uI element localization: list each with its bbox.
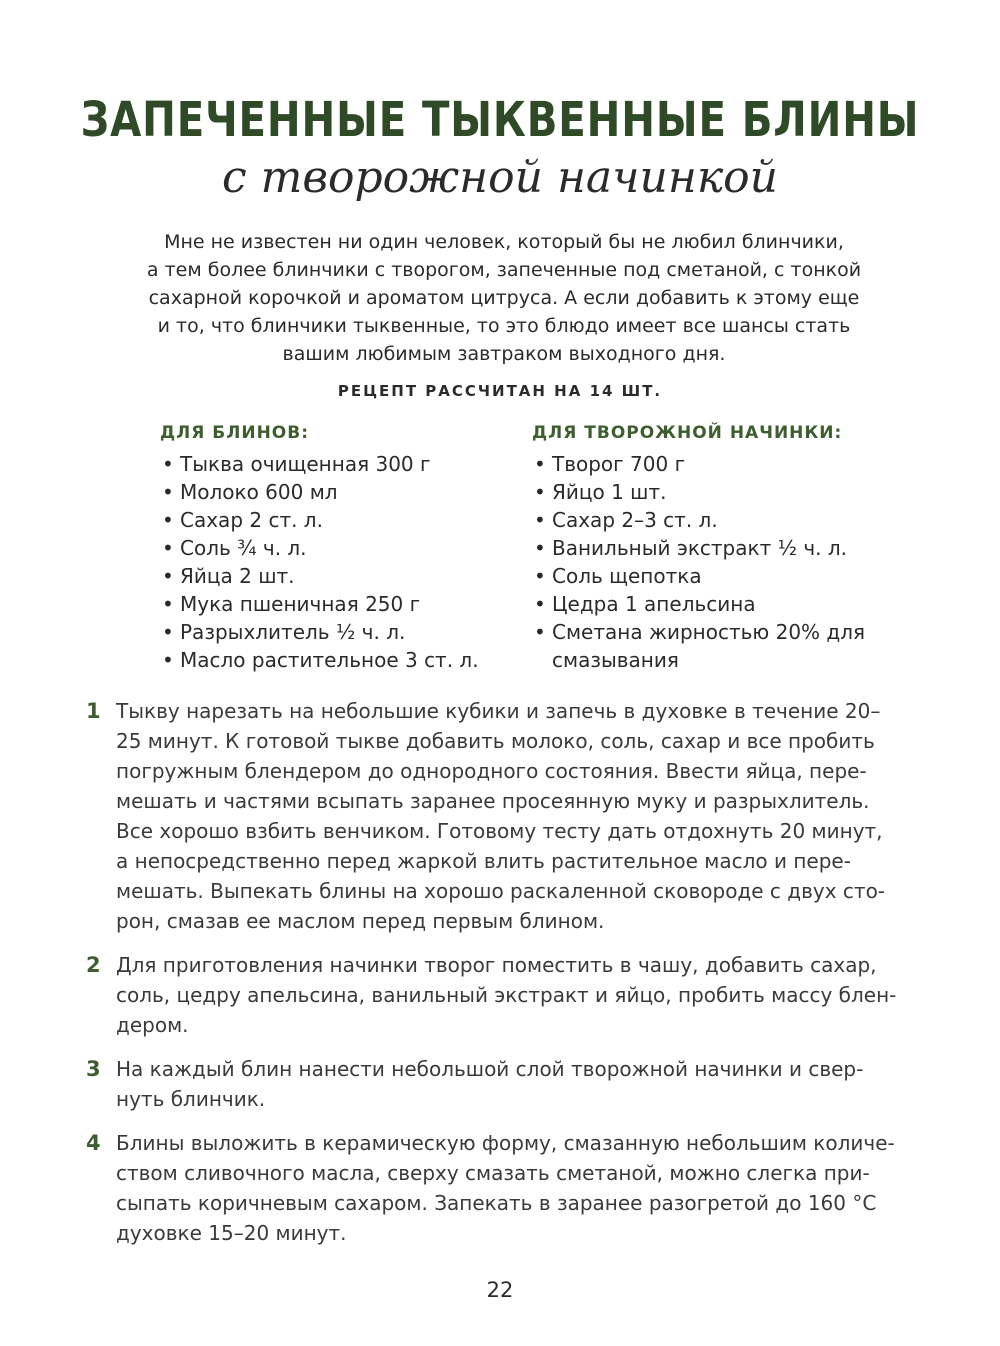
ingredient-text: Цедра 1 апельсина [552, 592, 756, 616]
step-line: духовке 15–20 минут. [116, 1221, 347, 1245]
ingredient-text: Сметана жирностью 20% для [552, 620, 866, 644]
ingredient-item [160, 506, 510, 534]
step-line: На каждый блин нанести небольшой слой творожной начинки и свер- [116, 1057, 864, 1081]
servings-note: РЕЦЕПТ РАССЧИТАН НА 14 ШТ. [337, 382, 663, 400]
step-line: погружным блендером до однородного состояния. Ввести яйца, пере- [116, 759, 867, 783]
step-number: 3 [86, 1057, 101, 1081]
step-line: мешать. Выпекать блины на хорошо раскаленной сковороде с двух сто- [116, 879, 886, 903]
bullet-icon: • [162, 620, 174, 644]
ingredient-item [532, 450, 912, 478]
ingredient-text: смазывания [552, 648, 679, 672]
bullet-icon: • [534, 564, 546, 588]
page-number: 22 [486, 1278, 514, 1302]
step-3 [86, 1054, 934, 1114]
ingredient-text: Сахар 2 ст. л. [180, 508, 323, 532]
intro-paragraph [130, 228, 878, 368]
step-line: Все хорошо взбить венчиком. Готовому тесту дать отдохнуть 20 минут, [116, 819, 883, 843]
ingredient-text: Масло растительное 3 ст. л. [180, 648, 479, 672]
ingredient-item [532, 534, 912, 562]
ingredient-text: Соль ¾ ч. л. [180, 536, 307, 560]
step-2 [86, 950, 934, 1040]
step-text [116, 950, 934, 1040]
step-line: сыпать коричневым сахаром. Запекать в заранее разогретой до 160 °С [116, 1191, 877, 1215]
ingredient-text: Мука пшеничная 250 г [180, 592, 421, 616]
ingredient-item [160, 534, 510, 562]
step-line: нуть блинчик. [116, 1087, 266, 1111]
step-text [116, 696, 934, 936]
bullet-icon: • [162, 452, 174, 476]
step-line: Для приготовления начинки творог поместить в чашу, добавить сахар, [116, 953, 877, 977]
ingredient-item-continued [532, 646, 912, 674]
ingredient-item [160, 562, 510, 590]
step-number: 1 [86, 699, 101, 723]
step-line: соль, цедру апельсина, ванильный экстракт и яйцо, пробить массу блен- [116, 983, 897, 1007]
ingredient-text: Молоко 600 мл [180, 480, 338, 504]
ingredient-text: Сахар 2–3 ст. л. [552, 508, 718, 532]
ingredient-text: Ванильный экстракт ½ ч. л. [552, 536, 847, 560]
ingredient-text: Соль щепотка [552, 564, 702, 588]
bullet-icon: • [162, 480, 174, 504]
ingredient-text: Яйца 2 шт. [180, 564, 295, 588]
step-number: 4 [86, 1131, 101, 1155]
step-number: 2 [86, 953, 101, 977]
bullet-icon: • [534, 536, 546, 560]
step-line: мешать и частями всыпать заранее просеянную муку и разрыхлитель. [116, 789, 870, 813]
step-line: ством сливочного масла, сверху смазать сметаной, можно слегка при- [116, 1161, 870, 1185]
step-line: Тыкву нарезать на небольшие кубики и запечь в духовке в течение 20– [116, 699, 881, 723]
ingredient-item [532, 506, 912, 534]
step-text [116, 1054, 934, 1114]
ingredient-item [532, 562, 912, 590]
bullet-icon: • [534, 592, 546, 616]
ingredient-item [160, 478, 510, 506]
intro-line: а тем более блинчики с творогом, запеченные под сметаной, с тонкой [146, 259, 862, 281]
ingredient-text: Яйцо 1 шт. [552, 480, 667, 504]
recipe-steps [86, 696, 934, 1262]
step-1 [86, 696, 934, 936]
filling-ingredients-list [532, 450, 912, 674]
bullet-icon: • [162, 648, 174, 672]
pancake-ingredients [160, 420, 510, 674]
bullet-icon: • [534, 620, 546, 644]
ingredient-item [532, 618, 912, 646]
ingredient-item [532, 590, 912, 618]
bullet-icon: • [162, 508, 174, 532]
ingredient-text: Тыква очищенная 300 г [180, 452, 431, 476]
step-line: рон, смазав ее маслом перед первым блином. [116, 909, 605, 933]
step-line: а непосредственно перед жаркой влить растительное масло и пере- [116, 849, 851, 873]
bullet-icon: • [162, 564, 174, 588]
intro-line: вашим любимым завтраком выходного дня. [282, 343, 726, 365]
bullet-icon: • [534, 452, 546, 476]
ingredient-text: Творог 700 г [552, 452, 686, 476]
step-4 [86, 1128, 934, 1248]
ingredient-item [160, 590, 510, 618]
step-line: 25 минут. К готовой тыкве добавить молоко, соль, сахар и все пробить [116, 729, 875, 753]
pancake-ingredients-list [160, 450, 510, 674]
ingredient-text: Разрыхлитель ½ ч. л. [180, 620, 406, 644]
pancake-ingredients-heading: ДЛЯ БЛИНОВ: [160, 423, 310, 443]
intro-line: и то, что блинчики тыквенные, то это блюдо имеет все шансы стать [157, 315, 851, 337]
recipe-title: ЗАПЕЧЕННЫЕ ТЫКВЕННЫЕ БЛИНЫ [80, 92, 920, 148]
bullet-icon: • [534, 508, 546, 532]
filling-ingredients [532, 420, 912, 674]
intro-line: Мне не известен ни один человек, который бы не любил блинчики, [164, 231, 844, 253]
bullet-icon: • [162, 536, 174, 560]
step-line: Блины выложить в керамическую форму, смазанную небольшим количе- [116, 1131, 895, 1155]
step-text [116, 1128, 934, 1248]
ingredient-item [160, 450, 510, 478]
ingredient-item [160, 646, 510, 674]
ingredient-item [160, 618, 510, 646]
ingredient-item [532, 478, 912, 506]
bullet-icon: • [162, 592, 174, 616]
recipe-subtitle: с творожной начинкой [222, 152, 778, 203]
filling-ingredients-heading: ДЛЯ ТВОРОЖНОЙ НАЧИНКИ: [532, 423, 843, 443]
bullet-icon: • [534, 480, 546, 504]
intro-line: сахарной корочкой и ароматом цитруса. А если добавить к этому еще [148, 287, 860, 309]
step-line: дером. [116, 1013, 189, 1037]
